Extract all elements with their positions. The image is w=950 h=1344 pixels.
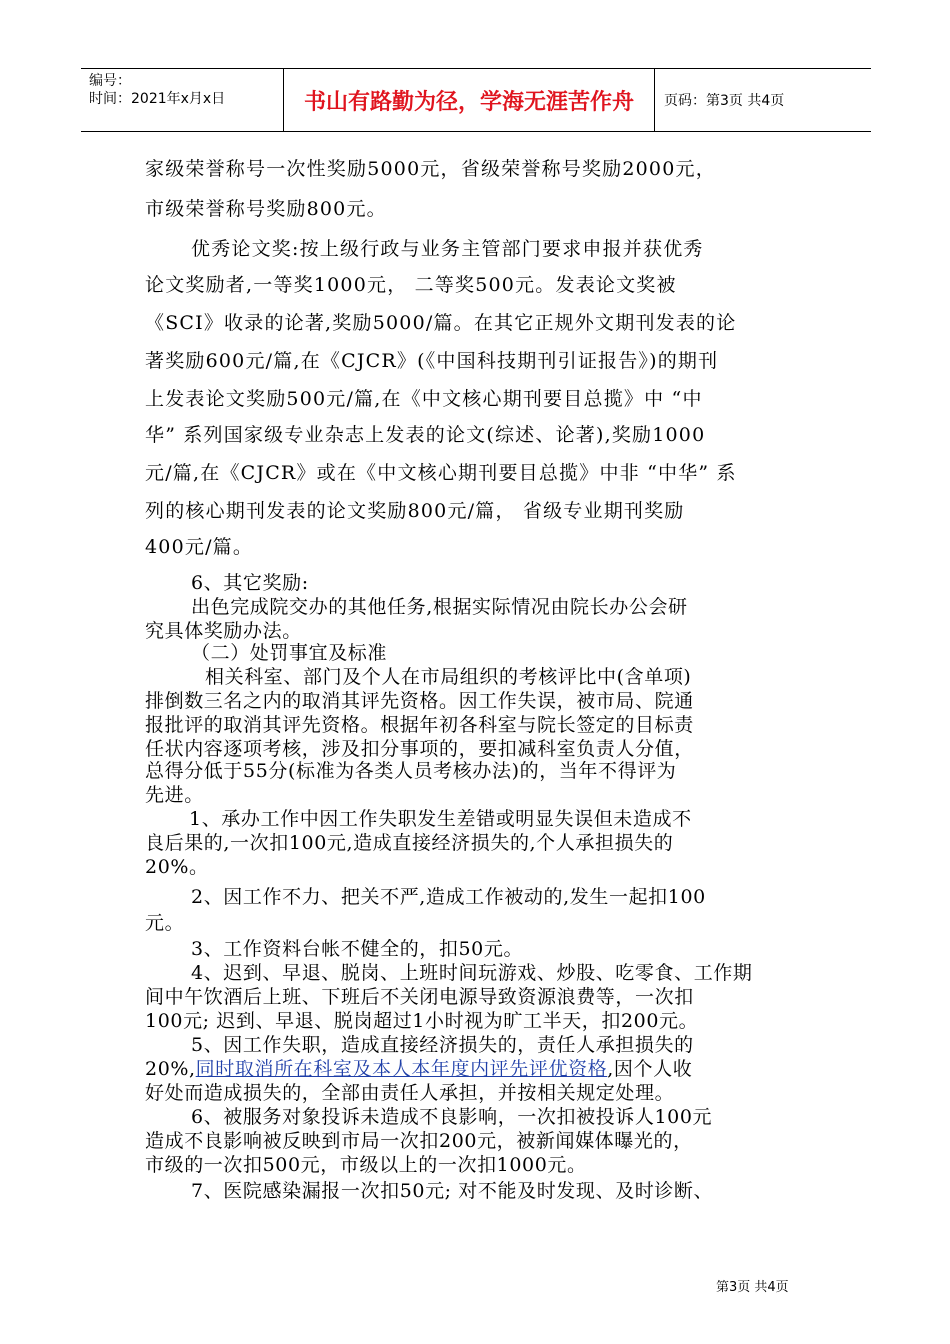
text-fragment: 20%,	[145, 1058, 196, 1080]
text-line: 4、迟到、早退、脱岗、上班时间玩游戏、炒股、吃零食、工作期	[191, 962, 753, 984]
header-motto-cell	[283, 69, 655, 131]
text-line: 究具体奖励办法。	[145, 620, 302, 642]
header-table	[81, 68, 871, 132]
text-line: 元。	[145, 912, 185, 934]
text-line: 市级荣誉称号奖励800元。	[145, 198, 387, 220]
text-line: 400元/篇。	[145, 536, 254, 558]
text-line: 7、医院感染漏报一次扣50元; 对不能及时发现、及时诊断、	[191, 1180, 714, 1202]
text-line: 上发表论文奖励500元/篇,在《中文核心期刊要目总揽》中 “中	[145, 388, 703, 410]
text-line: 市级的一次扣500元，市级以上的一次扣1000元。	[145, 1154, 587, 1176]
text-line: 3、工作资料台帐不健全的，扣50元。	[191, 938, 524, 960]
text-line: 论文奖励者,一等奖1000元， 二等奖500元。发表论文奖被	[145, 274, 677, 296]
text-line: 1、承办工作中因工作失职发生差错或明显失误但未造成不	[189, 808, 692, 830]
text-line: 6、被服务对象投诉未造成不良影响，一次扣被投诉人100元	[191, 1106, 713, 1128]
text-line: 6、其它奖励:	[191, 572, 309, 594]
text-fragment: ,因个人收	[607, 1058, 693, 1080]
page-footer: 第3页 共4页	[716, 1280, 789, 1295]
disqualification-link[interactable]: 同时取消所在科室及本人本年度内评先评优资格	[195, 1058, 608, 1080]
text-line: 排倒数三名之内的取消其评先资格。因工作失误，被市局、院通	[145, 690, 694, 712]
text-line: 20%。	[145, 856, 209, 878]
text-line: 著奖励600元/篇,在《CJCR》(《中国科技期刊引证报告》)的期刊	[145, 350, 719, 372]
text-line: 优秀论文奖:按上级行政与业务主管部门要求申报并获优秀	[191, 238, 704, 260]
text-line	[145, 1054, 805, 1081]
text-line: 良后果的,一次扣100元,造成直接经济损失的,个人承担损失的	[145, 832, 674, 854]
text-line: 出色完成院交办的其他任务,根据实际情况由院长办公会研	[191, 596, 688, 618]
text-line: 《SCI》收录的论著,奖励5000/篇。在其它正规外文期刊发表的论	[145, 312, 737, 334]
header-info-cell	[81, 69, 283, 131]
time-label: 时间：2021年x月x日	[89, 91, 226, 107]
text-line: 相关科室、部门及个人在市局组织的考核评比中(含单项)	[205, 666, 692, 688]
motto-text: 书山有路勤为径，学海无涯苦作舟	[303, 89, 634, 115]
section-heading: （二）处罚事宜及标准	[191, 642, 388, 664]
text-line: 元/篇,在《CJCR》或在《中文核心期刊要目总揽》中非 “中华” 系	[145, 462, 737, 484]
text-line: 造成不良影响被反映到市局一次扣200元，被新闻媒体曝光的，	[145, 1130, 693, 1152]
text-line: 华” 系列国家级专业杂志上发表的论文(综述、论著),奖励1000	[145, 424, 706, 446]
page-number-label: 页码：第3页 共4页	[664, 93, 785, 109]
text-line: 总得分低于55分(标准为各类人员考核办法)的，当年不得评为	[145, 760, 677, 782]
text-line: 5、因工作失职，造成直接经济损失的，责任人承担损失的	[191, 1034, 694, 1056]
text-line: 任状内容逐项考核，涉及扣分事项的，要扣减科室负责人分值，	[145, 738, 694, 760]
text-line: 间中午饮酒后上班、下班后不关闭电源导致资源浪费等，一次扣	[145, 986, 694, 1008]
text-line: 家级荣誉称号一次性奖励5000元，省级荣誉称号奖励2000元，	[145, 158, 716, 180]
text-line: 列的核心期刊发表的论文奖励800元/篇， 省级专业期刊奖励	[145, 500, 685, 522]
number-label: 编号：	[89, 73, 131, 89]
text-line: 好处而造成损失的，全部由责任人承担，并按相关规定处理。	[145, 1082, 675, 1104]
text-line: 先进。	[145, 784, 204, 806]
text-line: 2、因工作不力、把关不严,造成工作被动的,发生一起扣100	[191, 886, 706, 908]
text-line: 100元; 迟到、早退、脱岗超过1小时视为旷工半天，扣200元。	[145, 1010, 699, 1032]
text-line: 报批评的取消其评先资格。根据年初各科室与院长签定的目标责	[145, 714, 694, 736]
